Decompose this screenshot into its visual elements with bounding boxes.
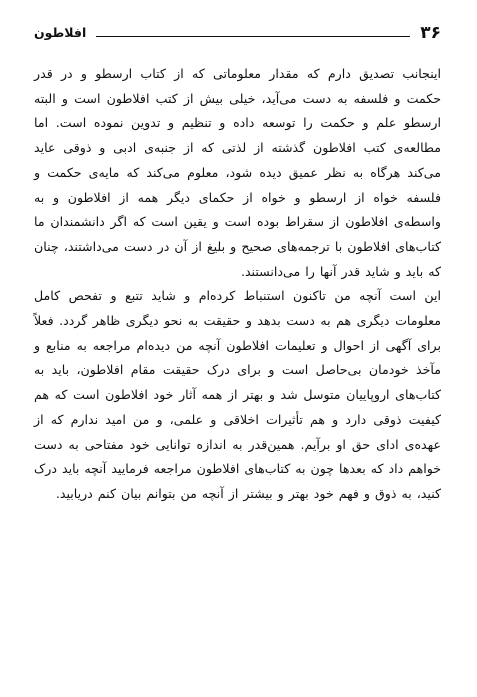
book-title: افلاطون (34, 25, 87, 40)
page-number: ۳۶ (420, 23, 441, 43)
body-text (34, 62, 441, 507)
paragraph-1: اینجانب تصدیق دارم که مقدار معلوماتی که از کتاب ارسطو و در قدر حکمت و فلسفه به دست می‌آید، خیلی بیش از کتب افلاطون است و البته ارسطو علم و حکمت را توسعه داده و تنظیم و تدوین نموده است. اما مطالعه‌ی کتب افلاطون گذشته از لذتی که از جنبه‌ی ادبی و ذوقی عاید می‌کند هرگاه به نظر عمیق دیده شود، معلوم می‌کند که مایه‌ی حکمت و فلسفه خواه از ارسطو و خواه از حکمای دیگر همه از افلاطون و به واسطه‌ی افلاطون از سقراط بوده است و یقین است که اگر دانشمندان ما کتاب‌های افلاطون با ترجمه‌های صحیح و بلیغ از آن در دست می‌داشتند، چنان که باید و شاید قدر آنها را می‌دانستند. (34, 66, 441, 279)
running-header (34, 20, 441, 46)
paragraph-2: این است آنچه من تاکنون استنباط کرده‌ام و شاید تتبع و تفحص کامل معلومات دیگری هم به دست بدهد و حقیقت به نحو دیگری ظاهر گردد. فعلاً برای آگهی از احوال و تعلیمات افلاطون آنچه من دیده‌ام مراجعه به منابع و مآخذ خودمان بی‌حاصل است و برای درک حقیقت مقام افلاطون، باید به کتاب‌های اروپاییان متوسل شد و بهتر از همه آثار خود افلاطون است که هم کیفیت ذوقی دارد و هم تأثیرات اخلاقی و علمی، و من امید ندارم که از عهده‌ی ادای حق او برآیم. همین‌قدر به اندازه توانایی خود مفتاحی به دست خواهم داد که بعدها چون به کتاب‌های افلاطون مراجعه فرمایید آنچه باید درک کنید، به ذوق و فهم خود بهتر و بیشتر از آنچه من بتوانم بیان کنم دریابید. (34, 288, 441, 501)
header-rule (96, 36, 410, 37)
